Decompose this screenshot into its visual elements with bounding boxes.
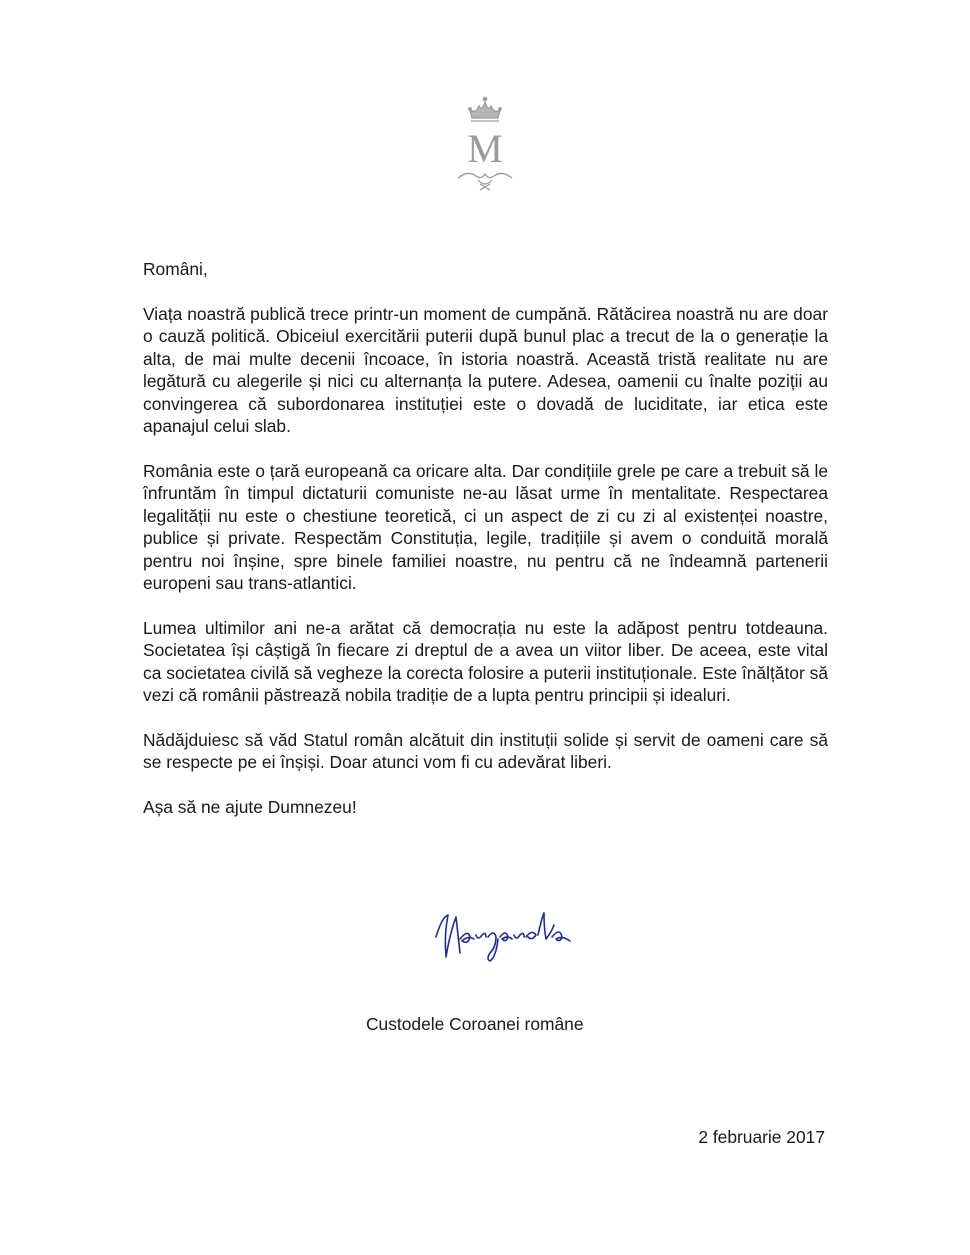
letter-body xyxy=(143,258,828,818)
salutation: Români, xyxy=(143,259,208,279)
paragraph: Viața noastră publică trece printr-un moment de cumpănă. Rătăcirea noastră nu are doar o cauză politică. Obiceiul exercitării puterii după bunul plac a trecut de la o generație la alta, de mai multe decenii încoace, în istoria noastră. Această tristă realitate nu are legătură cu alegerile și nici cu alternanța la putere. Adesea, oamenii cu înalte poziții au convingerea că subordonarea instituției este o dovadă de luciditate, iar etica este apanajul celui slab. xyxy=(143,303,828,436)
handwritten-signature xyxy=(428,895,578,973)
closing-line: Așa să ne ajute Dumnezeu! xyxy=(143,796,357,817)
paragraph: Lumea ultimilor ani ne-a arătat că democrația nu este la adăpost pentru totdeauna. Societatea își câștigă în fiecare zi dreptul de a avea un viitor liber. De aceea, este vital ca societatea civilă să vegheze la corecta folosire a puterii instituționale. Este înălțător să vezi că românii păstrează nobila tradiție de a lupta pentru principii și idealuri. xyxy=(143,617,828,705)
royal-crown-monogram-icon xyxy=(450,92,520,196)
signer-title: Custodele Coroanei române xyxy=(366,1014,584,1034)
letter-date: 2 februarie 2017 xyxy=(698,1127,825,1147)
paragraph: România este o țară europeană ca oricare alta. Dar condițiile grele pe care a trebuit să le înfruntăm în timpul dictaturii comuniste ne-au lăsat urme în mentalitate. Respectarea legalității nu este o chestiune teoretică, ci un aspect de zi cu zi al existenței noastre, publice și private. Respectăm Constituția, legile, tradițiile și avem o conduită morală pentru noi înșine, spre binele familiei noastre, nu pentru că ne îndeamnă partenerii europeni sau trans-atlantici. xyxy=(143,460,828,593)
monogram-letter: M xyxy=(467,126,503,171)
paragraph: Nădăjduiesc să văd Statul român alcătuit din instituții solide și servit de oameni care să se respecte pe ei înșiși. Doar atunci vom fi cu adevărat liberi. xyxy=(143,729,828,772)
